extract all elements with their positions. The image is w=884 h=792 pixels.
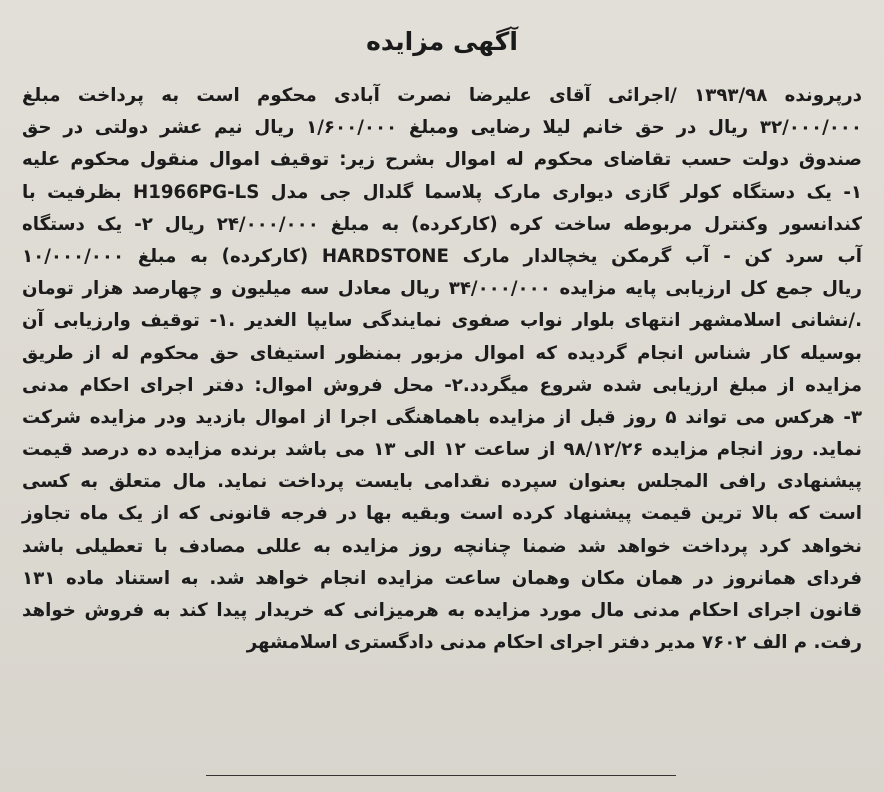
body-line-3: صندوق دولت حسب تقاضای محکوم له اموال بشرح زیر: توقیف اموال منقول محکوم علیه bbox=[22, 149, 862, 171]
body-line-12: نماید. روز انجام مزایده ۹۸/۱۲/۲۶ از ساعت ۱۲ الی ۱۳ می باشد برنده مزایده ده درصد قیمت bbox=[22, 439, 862, 461]
body-line-13: پیشنهادی رافی المجلس بعنوان سپرده نقدامی بایست پرداخت نماید. مال متعلق به کسی bbox=[22, 471, 862, 493]
body-line-17: قانون اجرای احکام مدنی مال مورد مزایده به هرمیزانی که خریدار پیدا کند به فروش خواهد bbox=[22, 600, 862, 621]
body-line-14: است که بالا ترین قیمت پیشنهاد کرده است وبقیه بها در فرجه قانونی که از یک ماه تجاوز bbox=[22, 503, 862, 525]
body-line-18: رفت. م الف ۷۶۰۲ مدیر دفتر اجرای احکام مدنی دادگستری اسلامشهر bbox=[246, 632, 862, 654]
body-line-4: ۱- یک دستگاه کولر گازی دیواری مارک پلاسما گلدال جی مدل H1966PG-LS بظرفیت با bbox=[22, 181, 862, 203]
body-line-6: آب سرد کن - آب گرمکن یخچالدار مارک HARDSTONE (کارکرده) به مبلغ ۱۰/۰۰۰/۰۰۰ bbox=[22, 245, 862, 267]
body-line-16: فردای همانروز در همان مکان وهمان ساعت مزایده انجام خواهد شد. به استناد ماده ۱۳۱ bbox=[22, 567, 862, 589]
body-line-1: درپرونده ۱۳۹۳/۹۸ /اجرائی آقای علیرضا نصرت آبادی محکوم است به پرداخت مبلغ bbox=[22, 85, 862, 106]
bottom-divider bbox=[206, 775, 676, 776]
body-line-9: بوسیله کار شناس انجام گردیده که اموال مزبور بمنظور استیفای حق محکوم له از طریق bbox=[22, 342, 862, 364]
notice-body bbox=[22, 80, 862, 659]
body-line-15: نخواهد کرد پرداخت خواهد شد ضمنا چنانچه روز مزایده به عللی مصادف با تعطیلی باشد bbox=[22, 535, 862, 557]
body-line-7: ریال جمع کل ارزیابی پایه مزایده ۳۴/۰۰۰/۰۰۰ ریال معادل سه میلیون و چهارصد هزار تومان bbox=[22, 278, 862, 300]
body-line-11: ۳- هرکس می تواند ۵ روز قبل از مزایده باهماهنگی اجرا از اموال بازدید ودر مزایده شرکت bbox=[22, 406, 862, 428]
body-line-8: ./نشانی اسلامشهر انتهای بلوار نواب صفوی نمایندگی سایپا الغدیر .۱- توقیف وارزیابی آن bbox=[22, 310, 862, 332]
notice-title: آگهی مزایده bbox=[366, 27, 518, 56]
body-line-10: مزایده از مبلغ ارزیابی شده شروع میگردد.۲- محل فروش اموال: دفتر اجرای احکام مدنی bbox=[22, 374, 862, 396]
body-line-5: کندانسور وکنترل مربوطه ساخت کره (کارکرده) به مبلغ ۲۴/۰۰۰/۰۰۰ ریال ۲- یک دستگاه bbox=[22, 213, 862, 235]
body-line-2: ۳۲/۰۰۰/۰۰۰ ریال در حق خانم لیلا رضایی ومبلغ ۱/۶۰۰/۰۰۰ ریال نیم عشر دولتی در حق bbox=[22, 117, 863, 139]
